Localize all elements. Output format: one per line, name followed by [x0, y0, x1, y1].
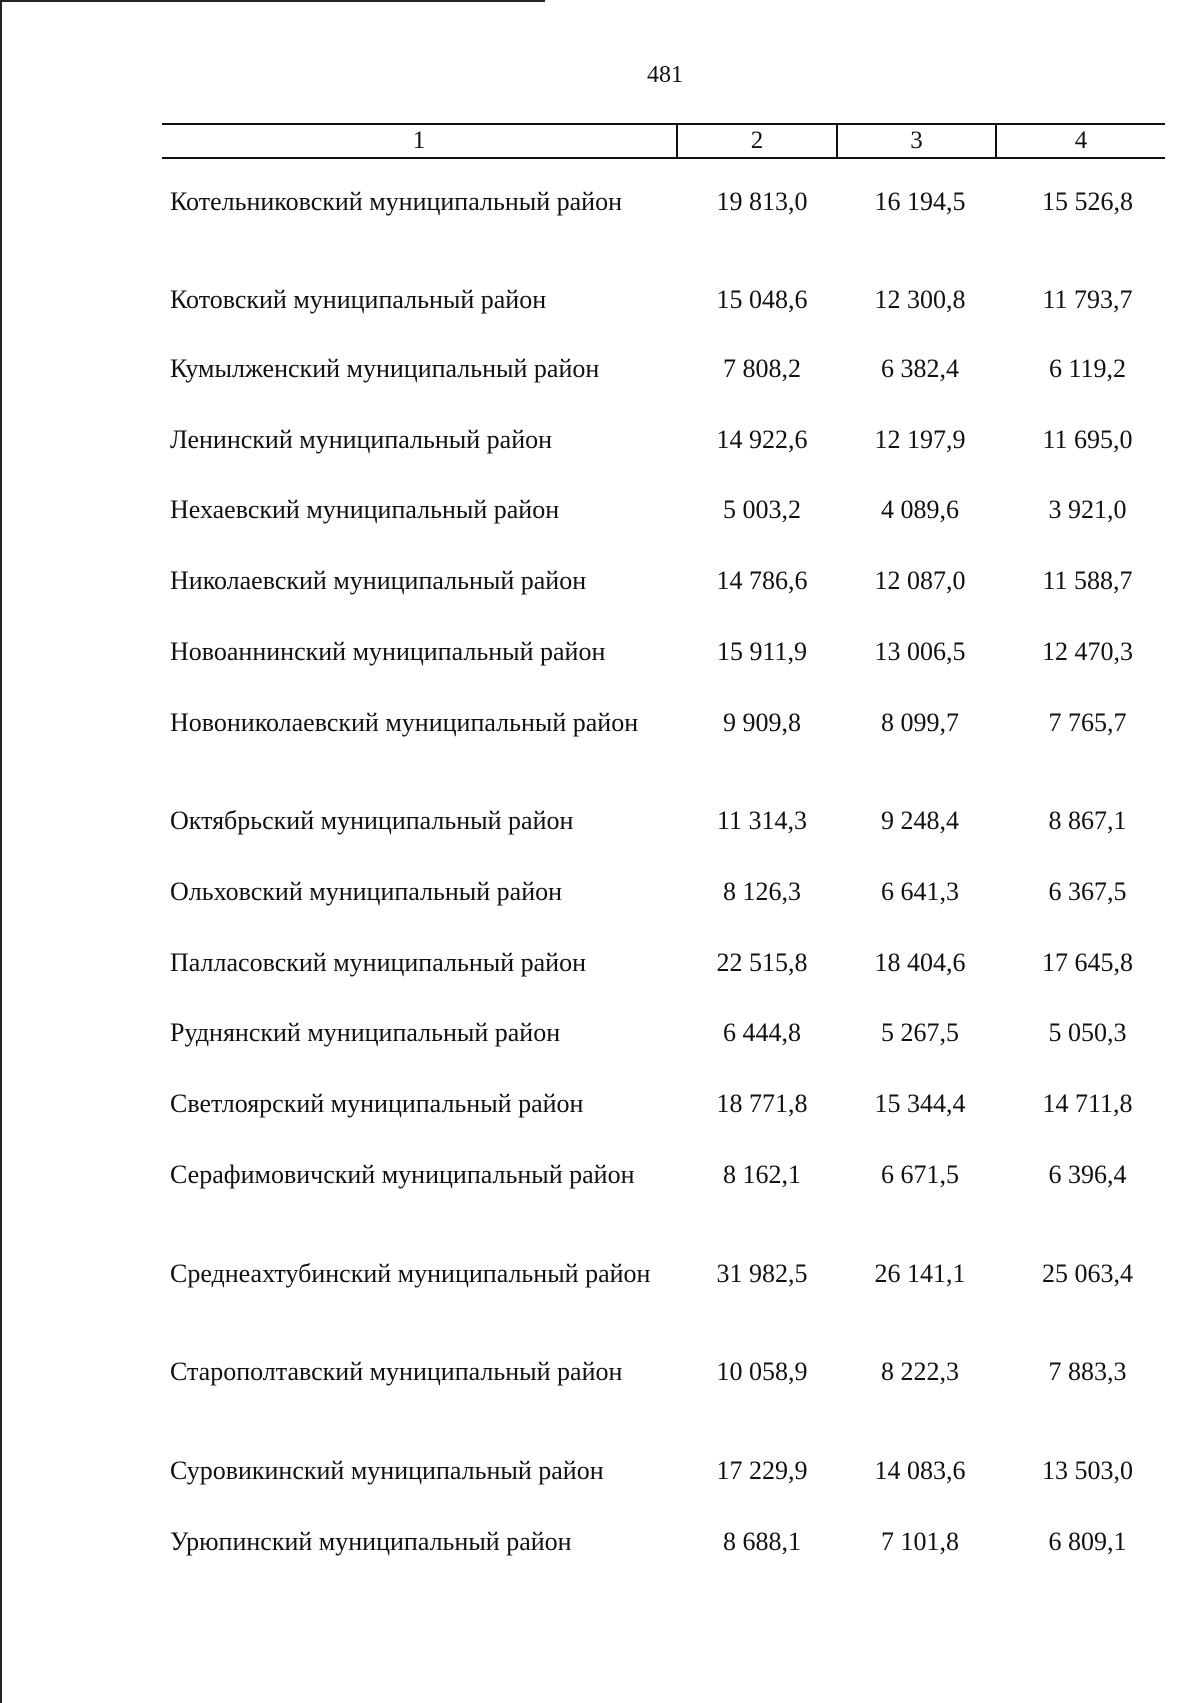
value-col-4: 7 883,3: [1048, 1357, 1127, 1386]
value-col-2: 15 048,6: [716, 285, 808, 314]
value-col-2: 8 126,3: [723, 877, 801, 906]
value-col-4: 25 063,4: [1042, 1259, 1133, 1288]
header-col-2: 2: [750, 127, 764, 154]
value-col-4: 7 765,7: [1048, 708, 1127, 737]
value-col-2: 11 314,3: [716, 806, 808, 835]
value-col-3: 18 404,6: [874, 948, 966, 977]
value-col-4: 6 119,2: [1048, 354, 1127, 383]
value-col-4: 6 367,5: [1048, 877, 1127, 906]
value-col-4: 3 921,0: [1048, 495, 1127, 524]
value-col-2: 6 444,8: [723, 1018, 801, 1047]
value-col-3: 8 222,3: [881, 1357, 959, 1386]
district-name: Ольховский муниципальный район: [170, 877, 563, 906]
value-col-2: 19 813,0: [716, 187, 808, 216]
value-col-3: 14 083,6: [874, 1456, 966, 1485]
value-col-2: 22 515,8: [716, 948, 808, 977]
value-col-4: 12 470,3: [1042, 637, 1133, 666]
district-name: Новоаннинский муниципальный район: [170, 637, 606, 666]
value-col-2: 7 808,2: [723, 354, 801, 383]
value-col-4: 5 050,3: [1048, 1018, 1127, 1047]
value-col-3: 12 300,8: [874, 285, 966, 314]
value-col-3: 7 101,8: [881, 1527, 959, 1556]
scan-top-edge-line: [0, 0, 545, 2]
district-name: Октябрьский муниципальный район: [170, 806, 574, 835]
district-name: Нехаевский муниципальный район: [170, 495, 560, 524]
district-name: Руднянский муниципальный район: [170, 1018, 561, 1047]
value-col-2: 10 058,9: [716, 1357, 808, 1386]
value-col-4: 11 793,7: [1042, 285, 1133, 314]
district-name: Светлоярский муниципальный район: [170, 1089, 584, 1118]
value-col-2: 14 922,6: [716, 425, 808, 454]
district-name: Котельниковский муниципальный район: [170, 187, 622, 216]
value-col-4: 17 645,8: [1042, 948, 1133, 977]
value-col-2: 31 982,5: [716, 1259, 808, 1288]
header-bottom-rule: [162, 157, 1165, 159]
district-name: Урюпинский муниципальный район: [170, 1527, 572, 1556]
value-col-3: 6 671,5: [881, 1160, 959, 1189]
value-col-2: 18 771,8: [716, 1089, 808, 1118]
page-number: 481: [647, 62, 683, 88]
value-col-2: 8 688,1: [723, 1527, 801, 1556]
value-col-2: 8 162,1: [723, 1160, 801, 1189]
value-col-2: 5 003,2: [723, 495, 801, 524]
district-name: Суровикинский муниципальный район: [170, 1456, 604, 1485]
district-name: Среднеахтубинский муниципальный район: [170, 1259, 651, 1288]
district-name: Серафимовичский муниципальный район: [170, 1160, 635, 1189]
header-col-1: 1: [412, 127, 426, 154]
value-col-2: 15 911,9: [716, 637, 808, 666]
value-col-4: 8 867,1: [1048, 806, 1127, 835]
value-col-2: 17 229,9: [716, 1456, 808, 1485]
district-name: Новониколаевский муниципальный район: [170, 708, 639, 737]
value-col-2: 14 786,6: [716, 566, 808, 595]
value-col-3: 6 382,4: [881, 354, 959, 383]
district-name: Николаевский муниципальный район: [170, 566, 587, 595]
header-col-3: 3: [910, 127, 923, 154]
value-col-3: 9 248,4: [881, 806, 959, 835]
value-col-3: 8 099,7: [881, 708, 959, 737]
value-col-3: 12 197,9: [874, 425, 966, 454]
value-col-4: 13 503,0: [1042, 1456, 1133, 1485]
district-name: Кумылженский муниципальный район: [170, 354, 600, 383]
value-col-4: 6 809,1: [1048, 1527, 1127, 1556]
scan-left-edge-line: [0, 0, 2, 1703]
value-col-3: 6 641,3: [881, 877, 959, 906]
value-col-3: 13 006,5: [874, 637, 966, 666]
value-col-4: 11 695,0: [1042, 425, 1133, 454]
header-col-4: 4: [1074, 127, 1088, 154]
district-name: Котовский муниципальный район: [170, 285, 547, 314]
district-name: Палласовский муниципальный район: [170, 948, 586, 977]
value-col-3: 5 267,5: [881, 1018, 959, 1047]
value-col-4: 6 396,4: [1048, 1160, 1127, 1189]
value-col-3: 16 194,5: [874, 187, 966, 216]
value-col-3: 15 344,4: [874, 1089, 966, 1118]
district-name: Старополтавский муниципальный район: [170, 1357, 623, 1386]
value-col-3: 4 089,6: [881, 495, 959, 524]
value-col-3: 26 141,1: [874, 1259, 966, 1288]
value-col-2: 9 909,8: [723, 708, 801, 737]
value-col-4: 11 588,7: [1042, 566, 1133, 595]
value-col-4: 14 711,8: [1042, 1089, 1133, 1118]
value-col-4: 15 526,8: [1042, 187, 1133, 216]
district-name: Ленинский муниципальный район: [170, 425, 553, 454]
value-col-3: 12 087,0: [874, 566, 966, 595]
